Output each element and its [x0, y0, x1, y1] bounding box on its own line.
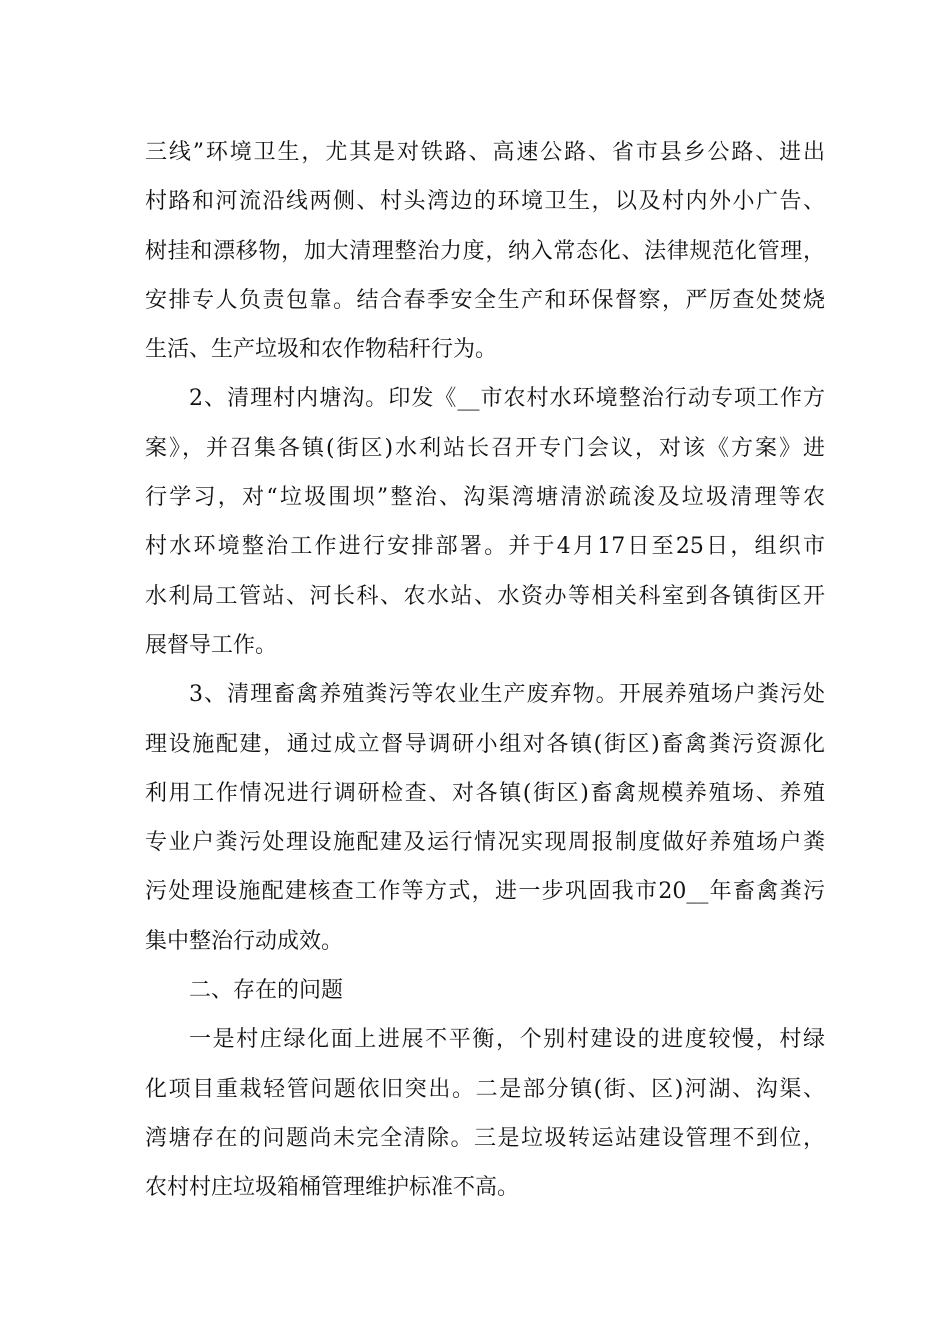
text-line: 展督导工作。 — [145, 632, 278, 658]
text-line: 三线”环境卫生，尤其是对铁路、高速公路、省市县乡公路、进出 — [145, 140, 825, 165]
text-line: 安排专人负责包靠。结合春季安全生产和环保督察，严厉查处焚烧 — [145, 287, 825, 313]
text-line: 专业户粪污处理设施配建及运行情况实现周报制度做好养殖场户粪 — [145, 830, 825, 856]
heading-text: 二、存在的问题 — [189, 978, 344, 1004]
document-page — [145, 128, 825, 1213]
text-line: 生活、生产垃圾和农作物秸秆行为。 — [145, 337, 498, 363]
text-line: 水利局工管站、河长科、农水站、水资办等相关科室到各镇街区开 — [145, 583, 825, 609]
text-line: 湾塘存在的问题尚未完全清除。三是垃圾转运站建设管理不到位， — [145, 1125, 825, 1151]
text-line: 集中整治行动成效。 — [145, 928, 344, 954]
text-line: 村水环境整治工作进行安排部署。并于4月17日至25日，组织市 — [145, 534, 825, 560]
text-line: 农村村庄垃圾箱桶管理维护标准不高。 — [145, 1175, 520, 1201]
text-line: 树挂和漂移物，加大清理整治力度，纳入常态化、法律规范化管理， — [145, 238, 825, 264]
paragraph-continued — [145, 128, 825, 374]
text-line: 行学习，对“垃圾围坝”整治、沟渠湾塘清淤疏浚及垃圾清理等农 — [145, 485, 825, 511]
text-line: 利用工作情况进行调研检查、对各镇(街区)畜禽规模养殖场、养殖 — [145, 780, 825, 806]
paragraph-item-3 — [145, 670, 825, 966]
text-line: 案》，并召集各镇(街区)水利站长召开专门会议，对该《方案》进 — [145, 435, 825, 461]
text-line: 村路和河流沿线两侧、村头湾边的环境卫生，以及村内外小广告、 — [145, 189, 825, 215]
text-line: 化项目重栽轻管问题依旧突出。二是部分镇(街、区)河湖、沟渠、 — [145, 1076, 825, 1102]
text-line: 一是村庄绿化面上进展不平衡，个别村建设的进度较慢，村绿 — [189, 1027, 825, 1053]
text-line: 3、清理畜禽养殖粪污等农业生产废弃物。开展养殖场户粪污处 — [189, 682, 825, 708]
text-line: 2、清理村内塘沟。印发《__市农村水环境整治行动专项工作方 — [189, 386, 825, 412]
paragraph-problems — [145, 1015, 825, 1212]
text-line: 理设施配建，通过成立督导调研小组对各镇(街区)畜禽粪污资源化 — [145, 731, 825, 757]
text-line: 污处理设施配建核查工作等方式，进一步巩固我市20__年畜禽粪污 — [145, 879, 825, 905]
paragraph-item-2 — [145, 374, 825, 670]
section-heading — [145, 966, 825, 1015]
